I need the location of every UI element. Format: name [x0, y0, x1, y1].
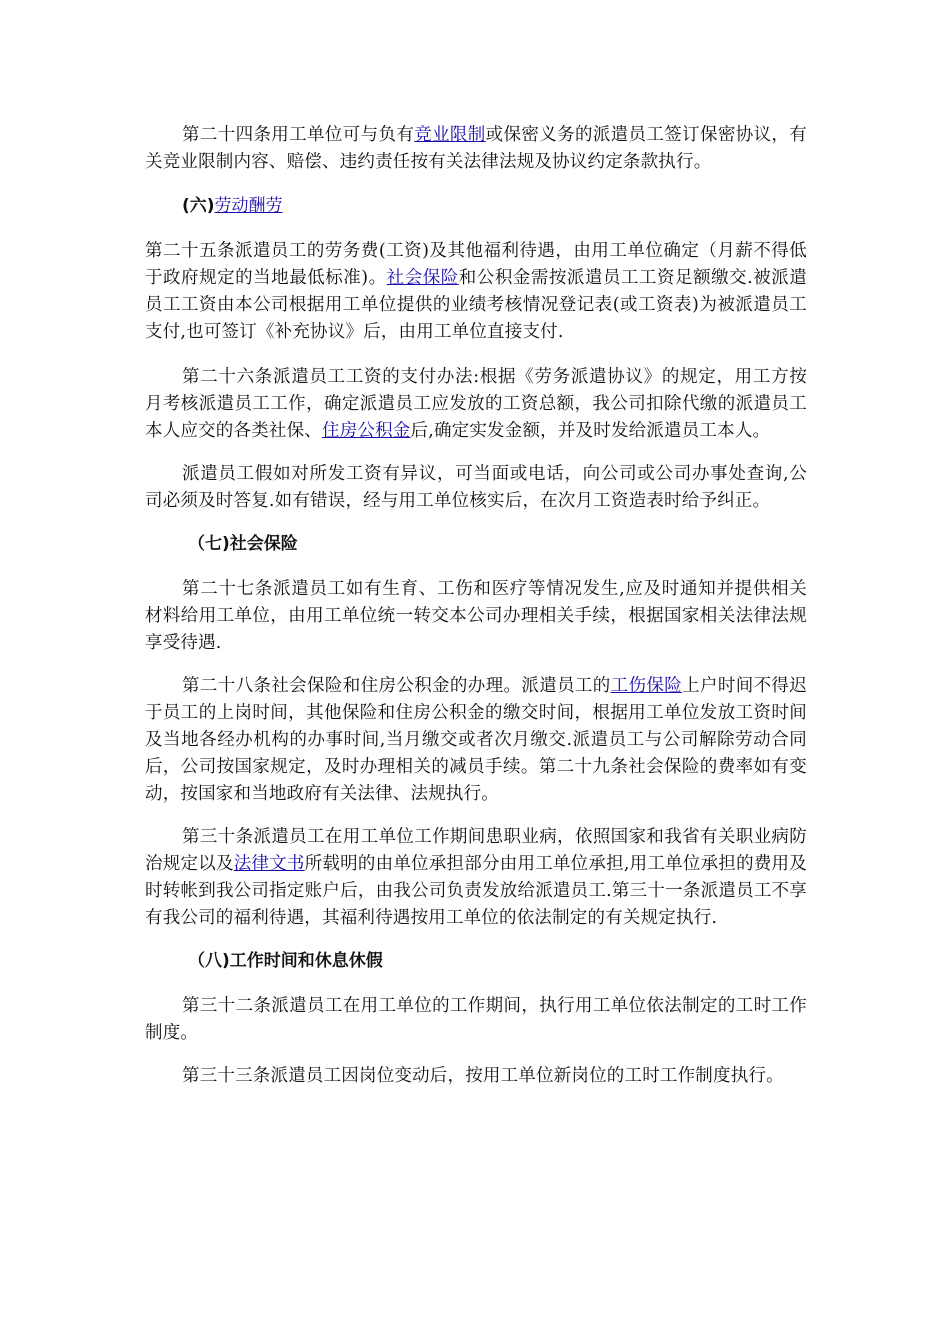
article-26-text-2: 后,确定实发金额，并及时发给派遣员工本人。	[410, 421, 771, 441]
article-26	[145, 364, 807, 445]
article-24-text-1: 第二十四条用工单位可与负有	[182, 125, 415, 145]
article-33: 第三十三条派遣员工因岗位变动后，按用工单位新岗位的工时工作制度执行。	[182, 1066, 784, 1086]
link-legal-documents[interactable]: 法律文书	[233, 854, 305, 874]
article-24-text-2: 或保密义务的派遣员工签订保密协议，有关竞业限制内容、赔偿、违约责任按有关法律法规及协议约定条款执行。	[145, 125, 807, 172]
article-32: 第三十二条派遣员工在用工单位的工作期间，执行用工单位依法制定的工时工作制度。	[145, 996, 807, 1043]
section-8-heading: （八)工作时间和休息休假	[188, 951, 383, 971]
link-work-injury-insurance[interactable]: 工伤保险	[610, 676, 683, 696]
article-25-text-2: 和公积金需按派遣员工工资足额缴交.被派遣员工工资由本公司根据用工单位提供的业绩考核情况登记表(或工资表)为被派遣员工支付,也可签订《补充协议》后，由用工单位直接支付.	[145, 268, 807, 342]
article-24	[145, 122, 807, 176]
article-27: 第二十七条派遣员工如有生育、工伤和医疗等情况发生,应及时通知并提供相关材料给用工单位，由用工单位统一转交本公司办理相关手续，根据国家相关法律法规享受待遇.	[145, 579, 807, 653]
article-30-text-1: 第三十条派遣员工在用工单位工作期间患职业病，依照国家和我省有关职业病防治规定以及	[145, 827, 807, 874]
link-housing-fund[interactable]: 住房公积金	[322, 421, 411, 441]
article-26-text-1: 第二十六条派遣员工工资的支付办法:根据《劳务派遣协议》的规定，用工方按月考核派遣员工工作，确定派遣员工应发放的工资总额，我公司扣除代缴的派遣员工本人应交的各类社保、	[145, 367, 807, 441]
link-labor-remuneration[interactable]: 劳动酬劳	[214, 196, 283, 216]
section-7-heading: （七)社会保险	[188, 534, 298, 554]
article-25-text-1: 第二十五条派遣员工的劳务费(工资)及其他福利待遇，由用工单位确定（月薪不得低于政府规定的当地最低标准)。	[145, 241, 807, 288]
document-page	[145, 122, 807, 1106]
article-25	[145, 238, 807, 346]
wage-dispute-paragraph: 派遣员工假如对所发工资有异议，可当面或电话，向公司或公司办事处查询,公司必须及时答复.如有错误，经与用工单位核实后，在次月工资造表时给予纠正。	[145, 464, 807, 511]
link-social-insurance[interactable]: 社会保险	[386, 268, 459, 288]
link-non-compete[interactable]: 竞业限制	[414, 125, 486, 145]
article-30-text-2: 所载明的由单位承担部分由用工单位承担,用工单位承担的费用及时转帐到我公司指定账户后，由我公司负责发放给派遣员工.第三十一条派遣员工不享有我公司的福利待遇，其福利待遇按用工单位的依法制定的有关规定执行.	[145, 854, 807, 928]
article-30	[145, 824, 807, 932]
section-6-prefix: (六)	[182, 196, 215, 216]
article-28	[145, 673, 807, 808]
section-6-heading	[145, 193, 807, 220]
article-28-text-1: 第二十八条社会保险和住房公积金的办理。派遣员工的	[182, 676, 611, 696]
article-28-text-2: 上户时间不得迟于员工的上岗时间，其他保险和住房公积金的缴交时间，根据用工单位发放工资时间及当地各经办机构的办事时间,当月缴交或者次月缴交.派遣员工与公司解除劳动合同后，公司按国家规定，及时办理相关的减员手续。第二十九条社会保险的费率如有变动，按国家和当地政府有关法律、法规执行。	[145, 676, 807, 804]
